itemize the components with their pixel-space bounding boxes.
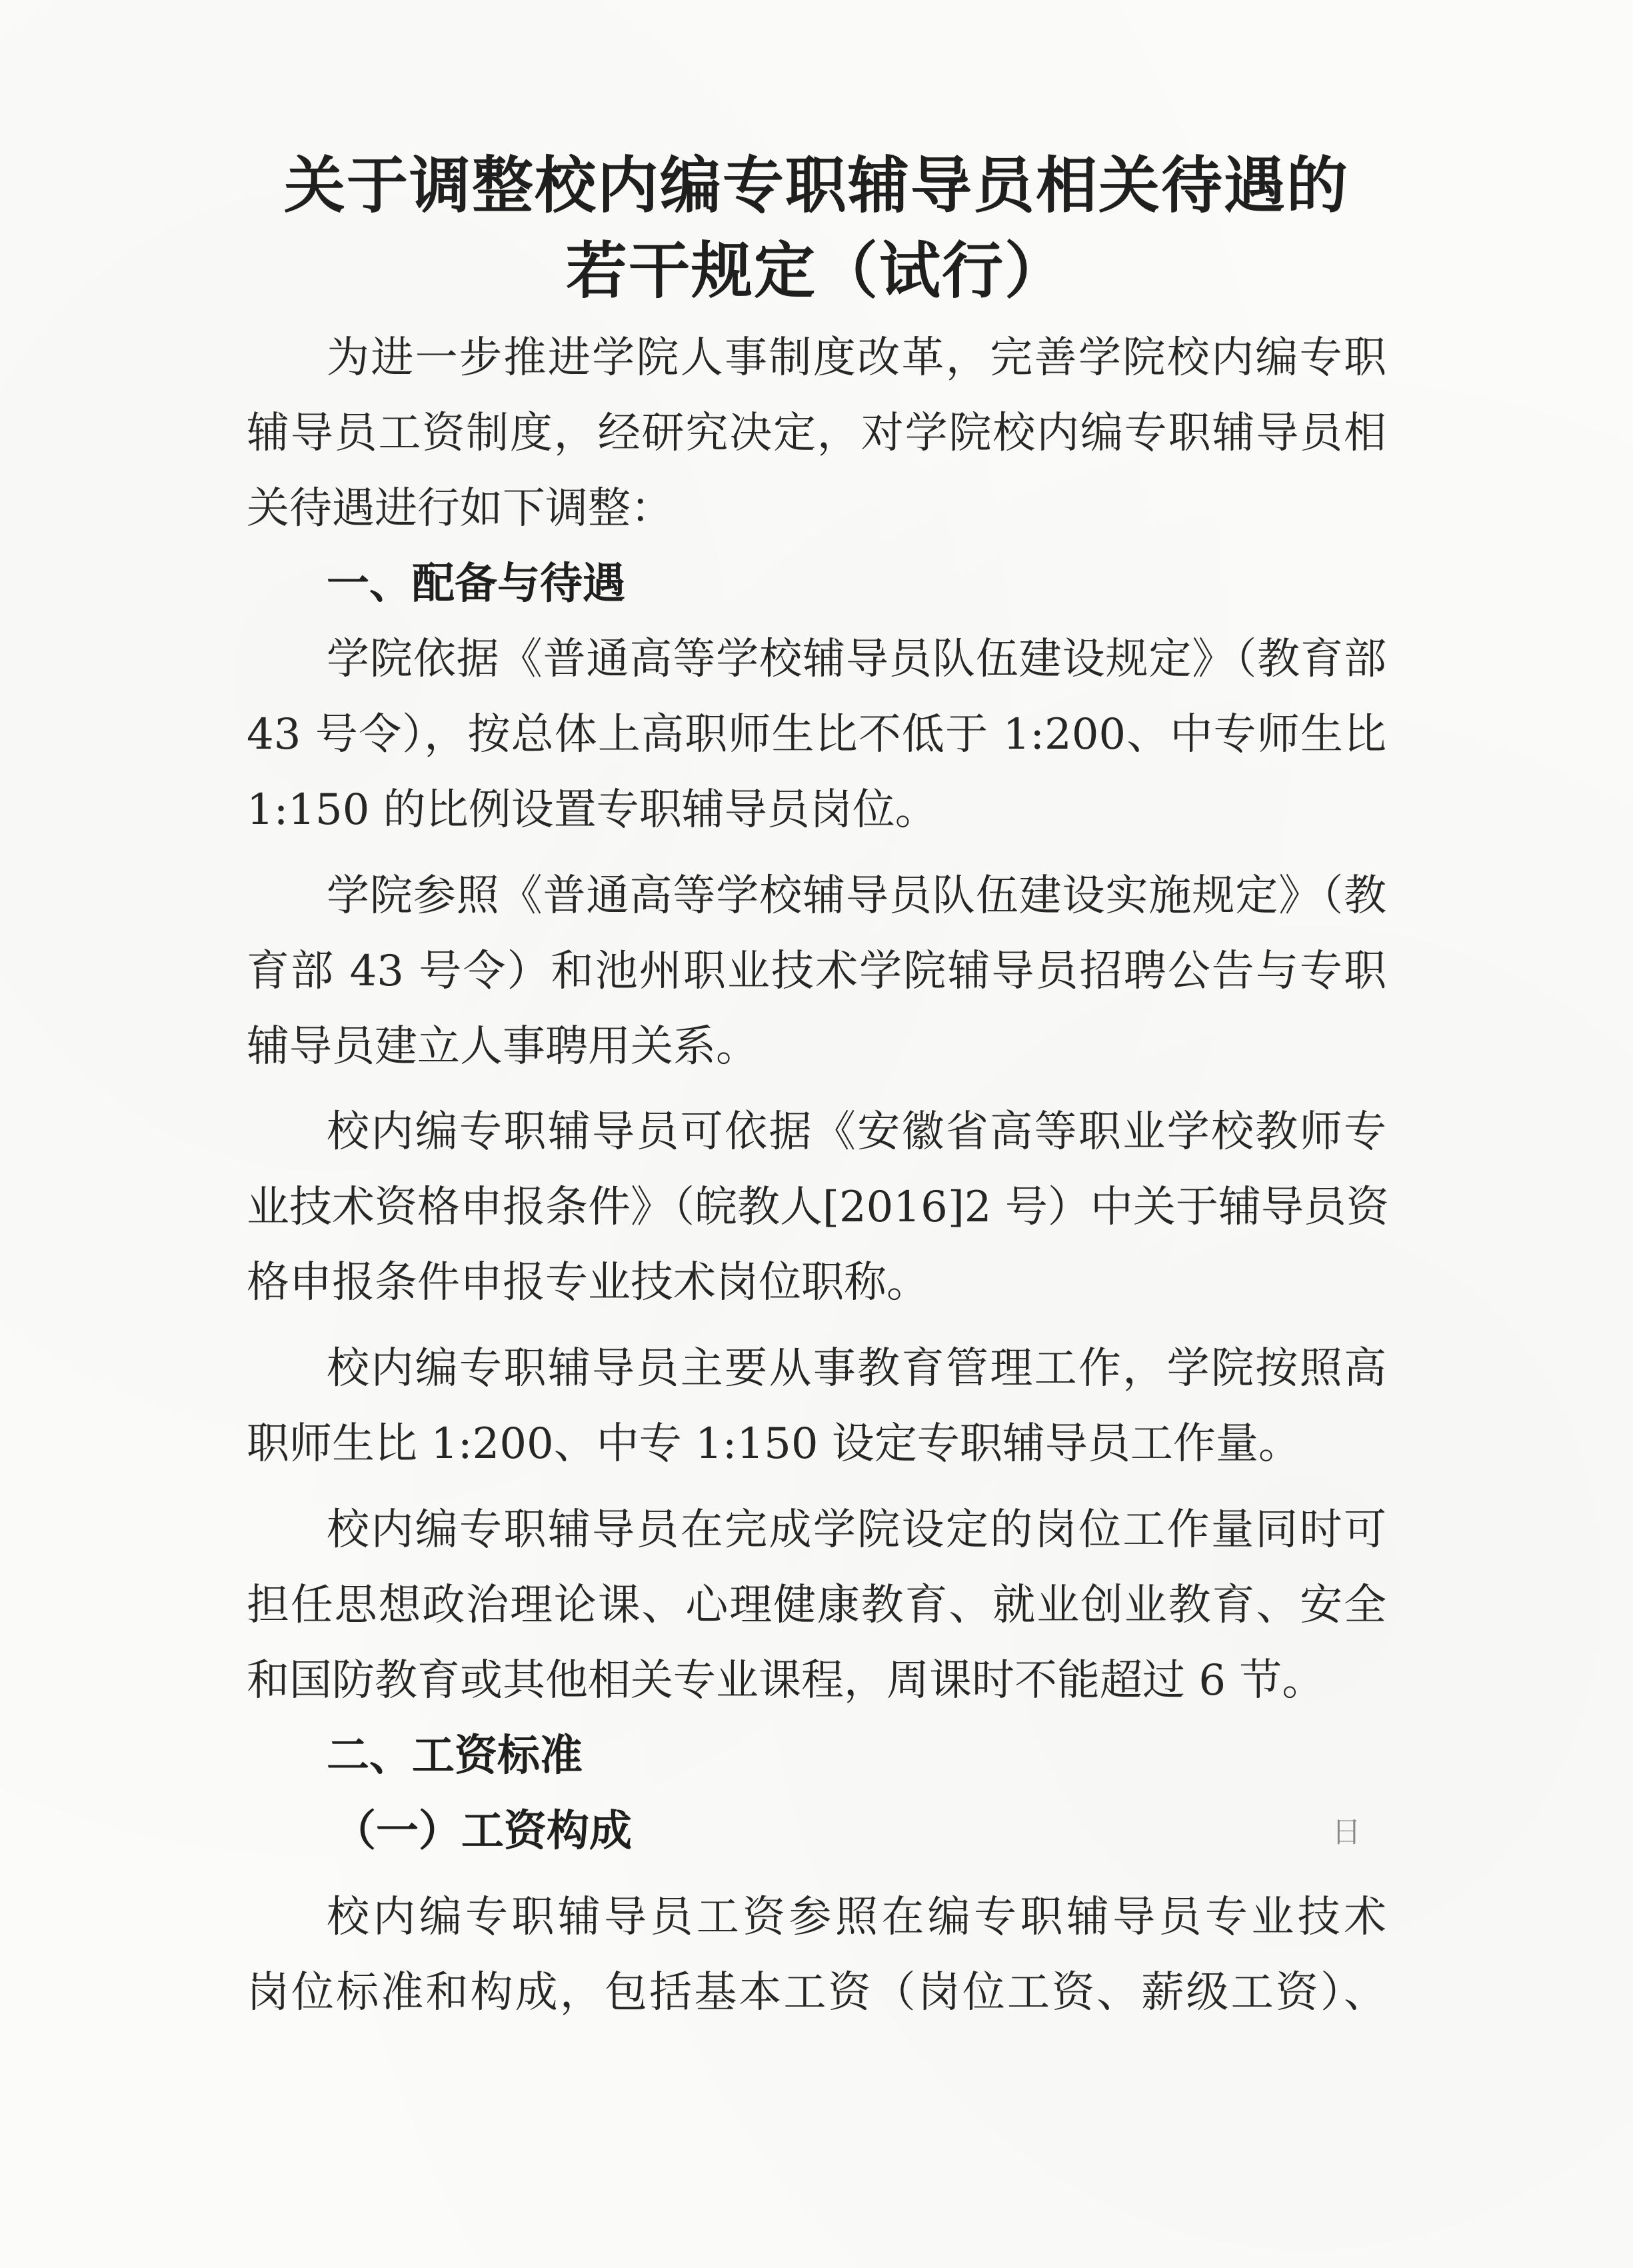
document-title-line-2: 若干规定（试行） [565,235,1067,307]
paragraph-line: 为进一步推进学院人事制度改革，完善学院校内编专职 [327,333,1386,383]
paragraph-line: 校内编专职辅导员主要从事教育管理工作，学院按照高 [327,1344,1386,1393]
paragraph-line: 育部 43 号令）和池州职业技术学院辅导员招聘公告与专职 [247,947,1386,996]
subsection-heading: （一）工资构成 [333,1806,632,1856]
paragraph-line: 学院依据《普通高等学校辅导员队伍建设规定》（教育部 [327,635,1386,684]
section-heading: 二、工资标准 [327,1731,583,1781]
paragraph-line: 岗位标准和构成，包括基本工资（岗位工资、薪级工资）、 [247,1968,1386,2017]
section-heading: 一、配备与待遇 [327,559,625,609]
paragraph-line: 关待遇进行如下调整： [247,484,673,533]
paragraph-line: 格申报条件申报专业技术岗位职称。 [247,1258,929,1307]
margin-mark: 日 [1332,1815,1361,1849]
paragraph-line: 和国防教育或其他相关专业课程，周课时不能超过 6 节。 [247,1656,1325,1705]
paragraph-line: 学院参照《普通高等学校辅导员队伍建设实施规定》（教 [327,871,1386,921]
paragraph-line: 职师生比 1:200、中专 1:150 设定专职辅导员工作量。 [247,1419,1301,1469]
paragraph-line: 校内编专职辅导员可依据《安徽省高等职业学校教师专 [327,1107,1386,1157]
document-title-line-1: 关于调整校内编专职辅导员相关待遇的 [283,149,1349,221]
paragraph-line: 1:150 的比例设置专职辅导员岗位。 [247,785,938,835]
paragraph-line: 担任思想政治理论课、心理健康教育、就业创业教育、安全 [247,1581,1386,1630]
paragraph-line: 辅导员工资制度，经研究决定，对学院校内编专职辅导员相 [247,409,1386,458]
paragraph-line: 43 号令），按总体上高职师生比不低于 1:200、中专师生比 [247,710,1386,759]
paragraph-line: 辅导员建立人事聘用关系。 [247,1022,759,1071]
paragraph-line: 校内编专职辅导员在完成学院设定的岗位工作量同时可 [327,1505,1386,1555]
paragraph-line: 校内编专职辅导员工资参照在编专职辅导员专业技术 [327,1893,1386,1942]
paragraph-line: 业技术资格申报条件》（皖教人[2016]2 号）中关于辅导员资 [247,1183,1389,1232]
